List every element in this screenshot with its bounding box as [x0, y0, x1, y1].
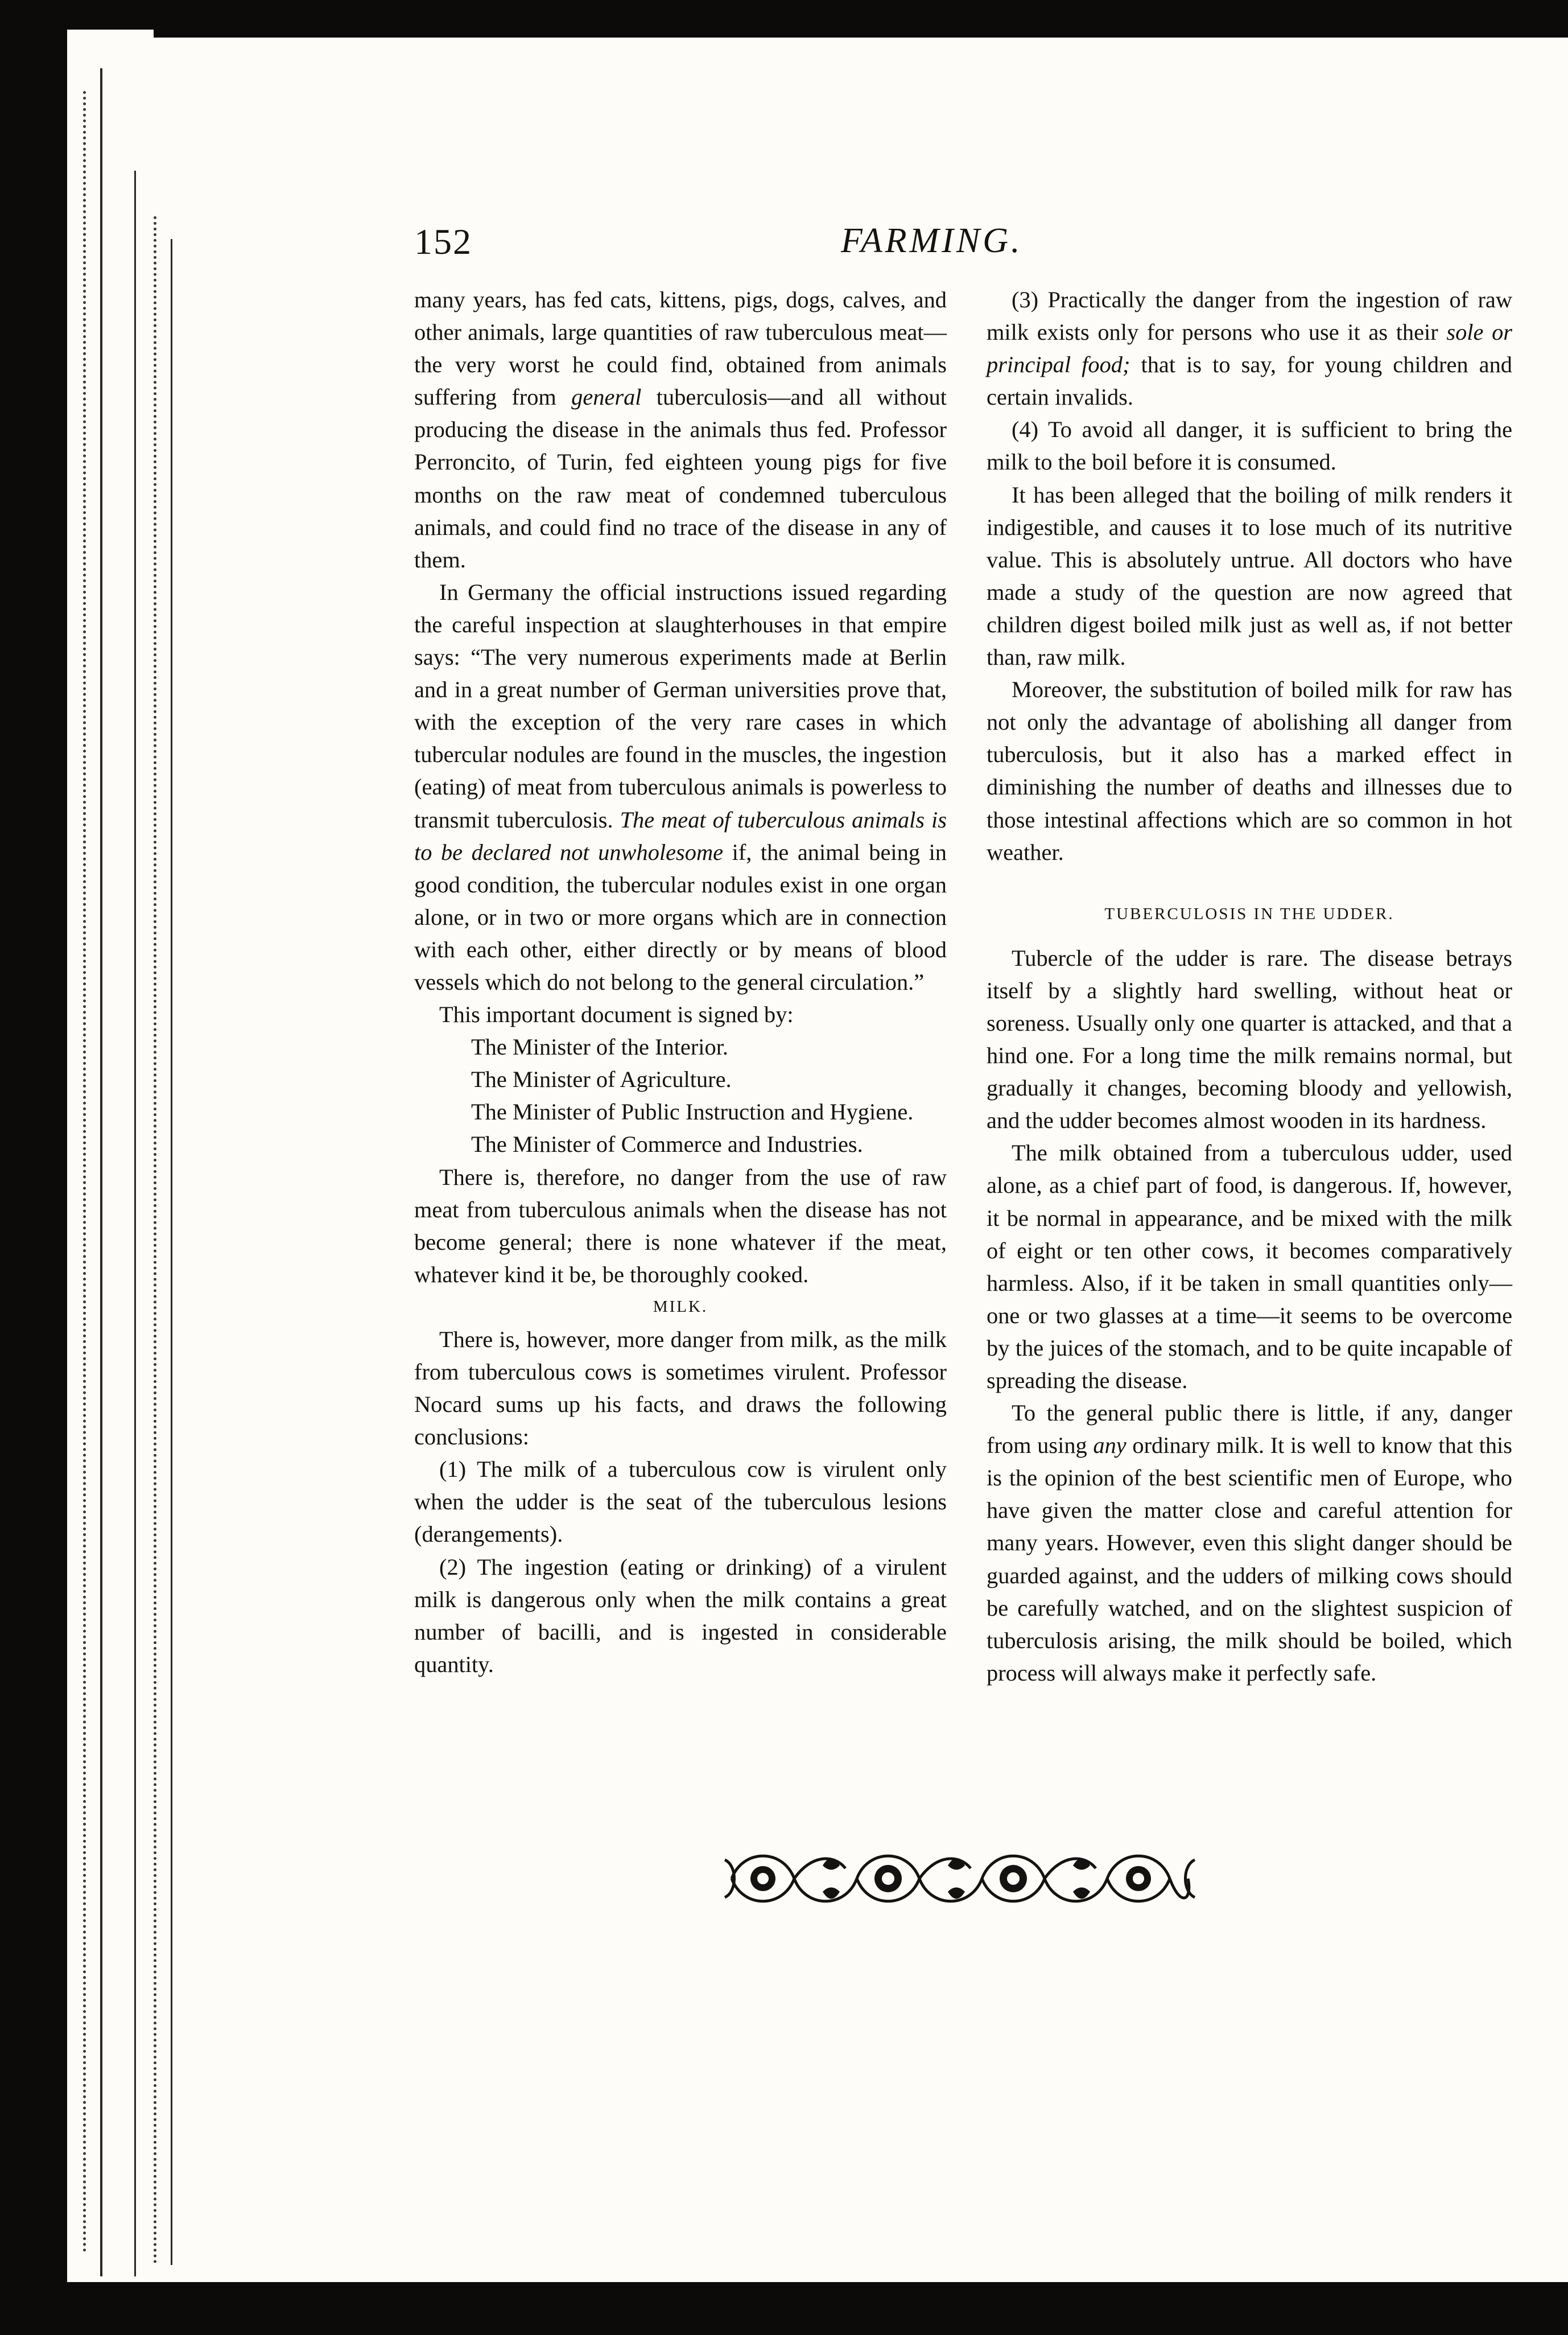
gutter-dots [83, 91, 86, 2254]
paragraph: There is, therefore, no danger from the use of raw meat from tuberculous animals when the disease has not become general; there is none whatever if the meat, whatever kind it be, be thoroughly cooked. [414, 1164, 947, 1287]
gutter-dots [154, 216, 156, 2265]
signatory: The Minister of Public Instruction and Hygiene. [471, 1099, 914, 1125]
gutter-line [100, 68, 102, 2276]
scan-border-left [0, 0, 67, 2335]
signatory: The Minister of Agriculture. [471, 1066, 732, 1093]
running-head: FARMING. [841, 221, 1023, 260]
conclusion-item: (1) The milk of a tuberculous cow is virulent only when the udder is the seat of the tuberculous lesions (derangements). [414, 1456, 947, 1547]
gutter-line [134, 171, 136, 2276]
scan-border-bottom [0, 2282, 1568, 2335]
paragraph: To the general public there is little, if any, danger from using any ordinary milk. It is well to know that this is the opinion of the best scientific men of Europe, who have given the matter close and careful attention for many years. However, even this slight danger should be guarded against, and the udders of milking cows should be carefully watched, and on the slightest suspicion of tuberculosis arising, the milk should be boiled, which process will always make it perfectly safe. [987, 1400, 1512, 1686]
paragraph: In Germany the official instructions issued regarding the careful inspection at slaughterhouses in that empire says: “The very numerous experiments made at Berlin and in a great number of German universities prove that, with the exception of the very rare cases in which tubercular nodules are found in the muscles, the ingestion (eating) of meat from tuberculous animals is powerless to transmit tuberculosis. The meat of tuberculous animals is to be declared not unwholesome if, the animal being in good condition, the tubercular nodules exist in one organ alone, or in two or more organs which are in connection with each other, either directly or by means of blood vessels which do not belong to the general circulation.” [414, 579, 947, 995]
right-column [987, 283, 1512, 1689]
paragraph: Moreover, the substitution of boiled milk for raw has not only the advantage of abolishing all danger from tuberculosis, but it also has a marked effect in diminishing the number of deaths and illnesses due to those intestinal affections which are so common in hot weather. [987, 677, 1512, 865]
paragraph: It has been alleged that the boiling of milk renders it indigestible, and causes it to lose much of its nutritive value. This is absolutely untrue. All doctors who have made a study of the question are now agreed that children digest boiled milk just as well as, if not better than, raw milk. [987, 481, 1512, 670]
paragraph: This important document is signed by: [439, 1002, 794, 1028]
conclusion-item: (3) Practically the danger from the ingestion of raw milk exists only for persons who use it as their sole or principal food; that is to say, for young children and certain invalids. [987, 287, 1513, 410]
section-heading-milk: MILK. [653, 1297, 708, 1316]
conclusion-item: (2) The ingestion (eating or drinking) of a virulent milk is dangerous only when the milk contains a great number of bacilli, and is ingested in considerable quantity. [414, 1554, 947, 1677]
conclusion-item: (4) To avoid all danger, it is sufficient to bring the milk to the boil before it is consumed. [987, 417, 1512, 475]
left-column [414, 283, 947, 1681]
gutter-line [171, 239, 172, 2265]
page-number: 152 [414, 221, 472, 262]
signatory: The Minister of Commerce and Industries. [471, 1131, 863, 1158]
floral-scroll-ornament-icon [720, 1843, 1199, 1914]
signatory: The Minister of the Interior. [471, 1034, 729, 1060]
paragraph: many years, has fed cats, kittens, pigs, dogs, calves, and other animals, large quantities of raw tuberculous meat—the very worst he could find, obtained from animals suffering from general tuberculosis—and all without producing the disease in the animals thus fed. Professor Perroncito, of Turin, fed eighteen young pigs for five months on the raw meat of condemned tuberculous animals, and could find no trace of the disease in any of them. [414, 287, 947, 573]
paragraph: The milk obtained from a tuberculous udder, used alone, as a chief part of food, is dangerous. If, however, it be normal in appearance, and be mixed with the milk of eight or ten other cows, it becomes comparatively harmless. Also, if it be taken in small quantities only—one or two glasses at a time—it seems to be overcome by the juices of the stomach, and to be quite incapable of spreading the disease. [987, 1140, 1512, 1393]
scan-border-top [0, 0, 1568, 30]
section-heading-udder: TUBERCULOSIS IN THE UDDER. [1104, 904, 1394, 923]
paragraph: There is, however, more danger from milk, as the milk from tuberculous cows is sometimes virulent. Professor Nocard sums up his facts, and draws the following conclusions: [414, 1326, 947, 1450]
scan-border-top-edge [154, 30, 1568, 38]
paragraph: Tubercle of the udder is rare. The disease betrays itself by a slightly hard swelling, without heat or soreness. Usually only one quarter is attacked, and that a hind one. For a long time the milk remains normal, but gradually it changes, becoming bloody and yellowish, and the udder becomes almost wooden in its hardness. [987, 945, 1512, 1134]
